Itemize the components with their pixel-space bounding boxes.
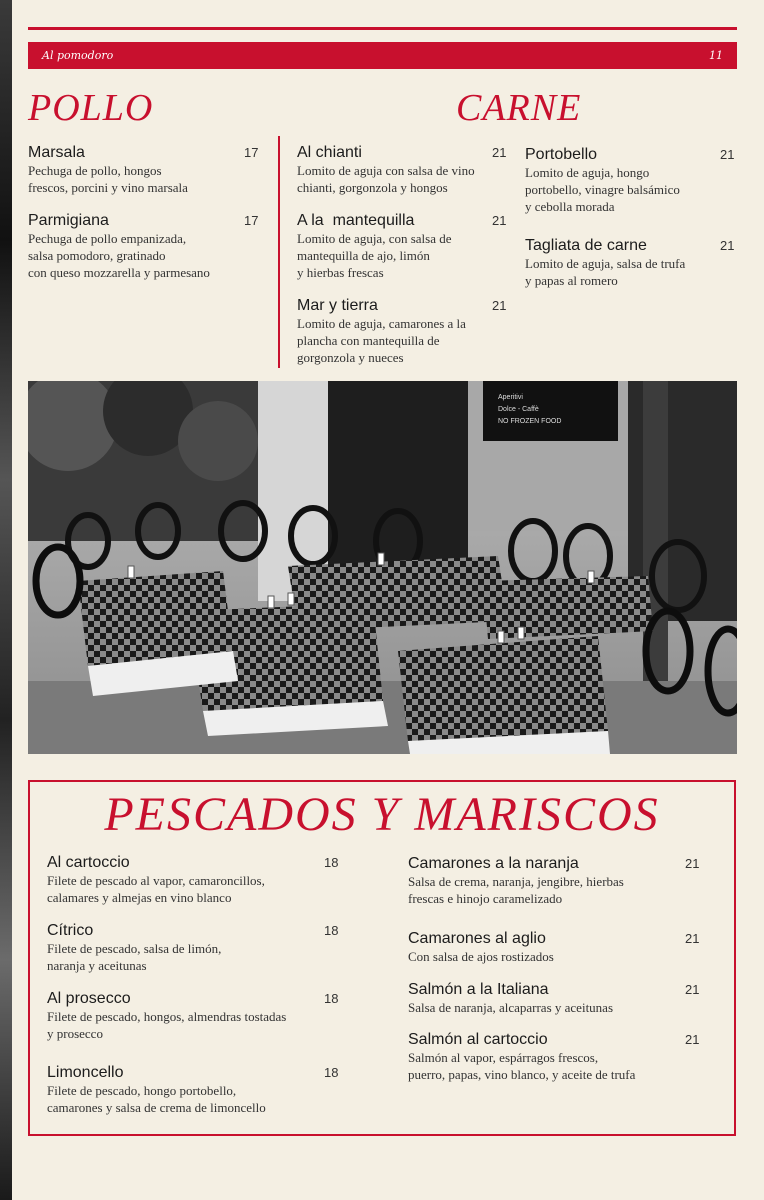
item-desc-line: Salsa de crema, naranja, jengibre, hierbas: [408, 874, 624, 889]
pollo-title: POLLO: [28, 87, 154, 129]
menu-item: [47, 1063, 347, 1116]
item-desc-line: plancha con mantequilla de: [297, 333, 440, 348]
item-name: Parmigiana: [28, 212, 109, 229]
header-band: [28, 42, 737, 69]
item-price: 18: [324, 855, 339, 870]
item-desc-line: puerro, papas, vino blanco, y aceite de trufa: [408, 1067, 636, 1082]
item-price: 18: [324, 1065, 339, 1080]
item-desc-line: calamares y almejas en vino blanco: [47, 890, 232, 905]
item-price: 21: [685, 856, 700, 871]
menu-item: [408, 1030, 708, 1083]
carne-title: CARNE: [456, 87, 582, 129]
item-desc-line: Filete de pescado, salsa de limón,: [47, 941, 222, 956]
item-name: Portobello: [525, 146, 598, 163]
item-desc-line: portobello, vinagre balsámico: [525, 182, 680, 197]
item-desc-line: Filete de pescado, hongos, almendras tostadas: [47, 1009, 287, 1024]
item-desc-line: Salmón al vapor, espárragos frescos,: [408, 1050, 599, 1065]
item-desc-line: camarones y salsa de crema de limoncello: [47, 1100, 266, 1115]
item-desc-line: Lomito de aguja con salsa de vino: [297, 163, 475, 178]
item-desc-line: naranja y aceitunas: [47, 958, 147, 973]
seafood-title: PESCADOS Y MARISCOS: [104, 788, 660, 841]
item-name: A la mantequilla: [297, 212, 415, 229]
item-price: 17: [244, 145, 259, 160]
item-name: Tagliata de carne: [525, 237, 647, 254]
menu-item: [525, 236, 737, 289]
item-price: 21: [685, 931, 700, 946]
item-desc-line: frescos, porcini y vino marsala: [28, 180, 188, 195]
item-name: Marsala: [28, 144, 85, 161]
item-name: Limoncello: [47, 1064, 124, 1081]
item-price: 17: [244, 213, 259, 228]
item-desc-line: y cebolla morada: [525, 199, 615, 214]
item-desc-line: Filete de pescado al vapor, camaroncillos,: [47, 873, 265, 888]
board-line: Dolce - Caffè: [498, 406, 539, 413]
menu-item: [28, 211, 278, 281]
item-name: Camarones al aglio: [408, 930, 546, 947]
item-name: Mar y tierra: [297, 297, 378, 314]
cafe-photo: [28, 381, 737, 754]
menu-item: [408, 980, 708, 1016]
board-line: Aperitivi: [498, 394, 523, 401]
restaurant-name: Al pomodoro: [42, 49, 114, 62]
item-desc-line: Salsa de naranja, alcaparras y aceitunas: [408, 1000, 614, 1015]
left-photo-strip: [0, 0, 12, 1200]
item-price: 21: [685, 982, 700, 997]
item-price: 18: [324, 923, 339, 938]
board-line: NO FROZEN FOOD: [498, 418, 562, 425]
item-price: 21: [685, 1032, 700, 1047]
item-name: Cítrico: [47, 922, 94, 939]
item-price: 21: [492, 298, 507, 313]
item-desc-line: chianti, gorgonzola y hongos: [297, 180, 448, 195]
menu-item: [47, 989, 347, 1042]
menu-item: [47, 853, 347, 906]
menu-item: [297, 143, 512, 196]
item-name: Salmón a la Italiana: [408, 981, 549, 998]
cafe-photo-illustration: [28, 381, 737, 754]
menu-item: [408, 854, 708, 907]
item-desc-line: Lomito de aguja, salsa de trufa: [525, 256, 686, 271]
item-name: Camarones a la naranja: [408, 855, 579, 872]
item-desc-line: Lomito de aguja, hongo: [525, 165, 650, 180]
menu-item: [297, 211, 512, 281]
item-desc-line: con queso mozzarella y parmesano: [28, 265, 210, 280]
item-desc-line: Filete de pescado, hongo portobello,: [47, 1083, 237, 1098]
item-price: 18: [324, 991, 339, 1006]
menu-item: [525, 145, 737, 215]
item-desc-line: gorgonzola y nueces: [297, 350, 404, 365]
item-name: Al prosecco: [47, 990, 131, 1007]
menu-item: [408, 929, 708, 965]
item-desc-line: Pechuga de pollo empanizada,: [28, 231, 187, 246]
item-desc-line: y papas al romero: [525, 273, 618, 288]
item-price: 21: [492, 145, 507, 160]
menu-item: [297, 296, 512, 366]
item-desc-line: frescas e hinojo caramelizado: [408, 891, 563, 906]
item-desc-line: y hierbas frescas: [297, 265, 384, 280]
page-number: 11: [709, 49, 723, 62]
item-desc-line: mantequilla de ajo, limón: [297, 248, 430, 263]
item-price: 21: [720, 238, 735, 253]
item-desc-line: Lomito de aguja, con salsa de: [297, 231, 452, 246]
carne-divider: [278, 136, 280, 368]
item-desc-line: Lomito de aguja, camarones a la: [297, 316, 466, 331]
item-desc-line: Con salsa de ajos rostizados: [408, 949, 554, 964]
menu-item: [28, 143, 260, 196]
item-name: Salmón al cartoccio: [408, 1031, 548, 1048]
menu-item: [47, 921, 347, 974]
item-price: 21: [492, 213, 507, 228]
top-rule: [28, 27, 737, 30]
item-price: 21: [720, 147, 735, 162]
item-desc-line: Pechuga de pollo, hongos: [28, 163, 162, 178]
item-desc-line: salsa pomodoro, gratinado: [28, 248, 166, 263]
item-desc-line: y prosecco: [47, 1026, 103, 1041]
item-name: Al chianti: [297, 144, 362, 161]
item-name: Al cartoccio: [47, 854, 130, 871]
